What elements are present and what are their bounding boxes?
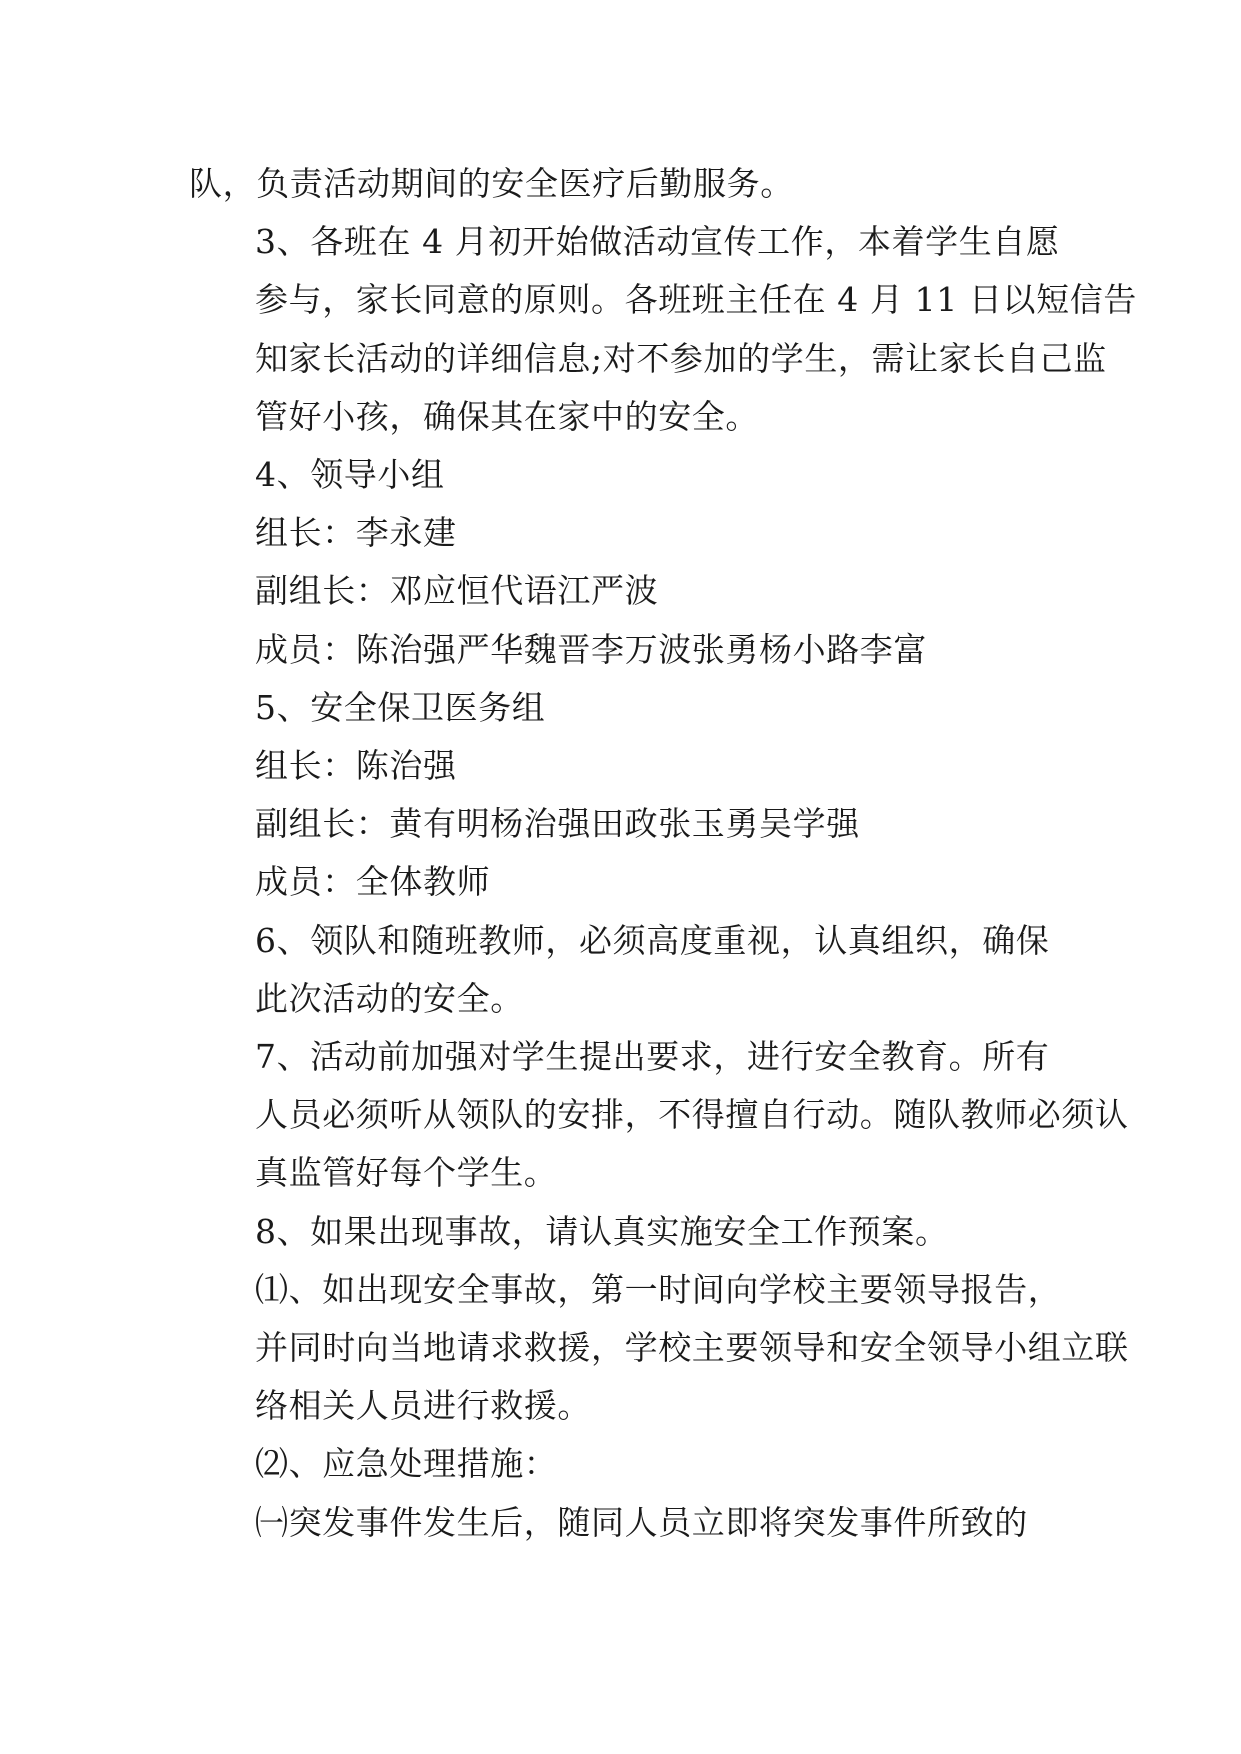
document-body	[189, 155, 1137, 1552]
text-line: 参与，家长同意的原则。各班班主任在 4 月 11 日以短信告	[255, 280, 1137, 320]
text-line: 此次活动的安全。	[255, 978, 524, 1018]
text-line: 知家长活动的详细信息;对不参加的学生，需让家长自己监	[255, 338, 1107, 378]
text-line: 3、各班在 4 月初开始做活动宣传工作，本着学生自愿	[255, 222, 1060, 262]
paragraph	[189, 1203, 1055, 1261]
paragraph	[189, 1028, 1129, 1203]
paragraph	[189, 853, 1055, 911]
paragraph	[189, 446, 1055, 504]
paragraph	[189, 1494, 1055, 1552]
text-line: 人员必须听从领队的安排，不得擅自行动。随队教师必须认	[255, 1095, 1129, 1135]
text-line: 副组长：邓应恒代语江严波	[255, 571, 659, 611]
text-line: ⑵、应急处理措施：	[255, 1444, 558, 1484]
text-line: 管好小孩，确保其在家中的安全。	[255, 396, 759, 436]
text-line: 6、领队和随班教师，必须高度重视，认真组织，确保	[255, 920, 1050, 960]
text-line: 5、安全保卫医务组	[255, 687, 546, 727]
text-line: 真监管好每个学生。	[255, 1153, 558, 1193]
text-line: 副组长：黄有明杨治强田政张玉勇吴学强	[255, 804, 860, 844]
text-line: 队，负责活动期间的安全医疗后勤服务。	[189, 164, 794, 203]
paragraph	[189, 912, 1055, 1028]
text-line: 成员：全体教师	[255, 862, 491, 902]
paragraph	[189, 562, 1055, 620]
text-line: 成员：陈治强严华魏晋李万波张勇杨小路李富	[255, 629, 927, 669]
text-line: 组长：陈治强	[255, 746, 457, 786]
text-line: 络相关人员进行救援。	[255, 1386, 591, 1426]
text-line: ㈠突发事件发生后，随同人员立即将突发事件所致的	[255, 1502, 1028, 1542]
text-line: ⑴、如出现安全事故，第一时间向学校主要领导报告，	[255, 1269, 1062, 1309]
text-line: 并同时向当地请求救援，学校主要领导和安全领导小组立联	[255, 1328, 1129, 1368]
paragraph	[189, 1261, 1129, 1436]
paragraph	[189, 679, 1055, 737]
text-line: 7、活动前加强对学生提出要求，进行安全教育。所有	[255, 1037, 1050, 1077]
paragraph	[189, 795, 1055, 853]
paragraph	[189, 155, 1055, 213]
paragraph	[189, 1435, 1055, 1493]
text-line: 组长：李永建	[255, 513, 457, 553]
text-line: 4、领导小组	[255, 455, 445, 495]
paragraph	[189, 504, 1055, 562]
paragraph	[189, 621, 1055, 679]
text-line: 8、如果出现事故，请认真实施安全工作预案。	[255, 1211, 949, 1251]
paragraph	[189, 213, 1137, 446]
paragraph	[189, 737, 1055, 795]
